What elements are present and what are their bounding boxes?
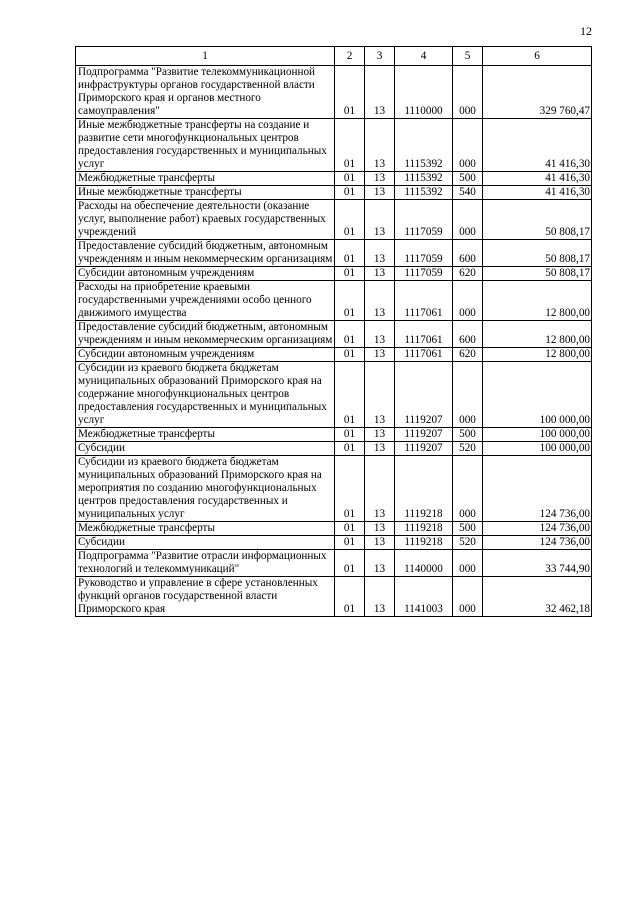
row-subsection: 13 — [365, 240, 395, 267]
row-target-code: 1117061 — [395, 321, 453, 348]
row-section: 01 — [335, 200, 365, 240]
row-name: Предоставление субсидий бюджетным, автономным учреждениям и иным некоммерческим организациям — [76, 240, 335, 267]
row-name: Иные межбюджетные трансферты на создание и развитие сети многофункциональных центров предоставления государственных и муниципальных услуг — [76, 119, 335, 172]
row-target-code: 1119218 — [395, 456, 453, 522]
row-expense-type: 520 — [453, 442, 483, 456]
table-row — [76, 240, 592, 267]
row-name: Подпрограмма "Развитие отрасли информационных технологий и телекоммуникаций" — [76, 550, 335, 577]
row-amount: 124 736,00 — [483, 522, 592, 536]
row-name: Межбюджетные трансферты — [76, 428, 335, 442]
row-target-code: 1141003 — [395, 577, 453, 617]
row-expense-type: 000 — [453, 550, 483, 577]
row-section: 01 — [335, 66, 365, 119]
row-subsection: 13 — [365, 321, 395, 348]
row-subsection: 13 — [365, 577, 395, 617]
row-subsection: 13 — [365, 186, 395, 200]
table-row — [76, 577, 592, 617]
row-expense-type: 540 — [453, 186, 483, 200]
row-subsection: 13 — [365, 281, 395, 321]
row-amount: 33 744,90 — [483, 550, 592, 577]
row-target-code: 1115392 — [395, 172, 453, 186]
row-expense-type: 600 — [453, 321, 483, 348]
row-amount: 100 000,00 — [483, 362, 592, 428]
header-col-1: 1 — [76, 47, 335, 66]
row-subsection: 13 — [365, 456, 395, 522]
row-name: Субсидии из краевого бюджета бюджетам муниципальных образований Приморского края на мероприятия по созданию многофункциональных центров предоставления государственных и муниципальных услуг — [76, 456, 335, 522]
row-subsection: 13 — [365, 428, 395, 442]
row-amount: 124 736,00 — [483, 536, 592, 550]
table-row — [76, 66, 592, 119]
row-section: 01 — [335, 522, 365, 536]
table-row — [76, 362, 592, 428]
header-col-3: 3 — [365, 47, 395, 66]
row-section: 01 — [335, 577, 365, 617]
row-subsection: 13 — [365, 172, 395, 186]
row-expense-type: 620 — [453, 267, 483, 281]
row-section: 01 — [335, 321, 365, 348]
table-row — [76, 186, 592, 200]
row-section: 01 — [335, 348, 365, 362]
row-amount: 12 800,00 — [483, 281, 592, 321]
row-section: 01 — [335, 428, 365, 442]
table-row — [76, 200, 592, 240]
row-amount: 124 736,00 — [483, 456, 592, 522]
row-target-code: 1119207 — [395, 442, 453, 456]
row-amount: 12 800,00 — [483, 321, 592, 348]
table-row — [76, 119, 592, 172]
table-row — [76, 281, 592, 321]
row-target-code: 1117059 — [395, 267, 453, 281]
row-section: 01 — [335, 119, 365, 172]
row-amount: 329 760,47 — [483, 66, 592, 119]
row-expense-type: 520 — [453, 536, 483, 550]
row-amount: 32 462,18 — [483, 577, 592, 617]
row-subsection: 13 — [365, 66, 395, 119]
row-subsection: 13 — [365, 442, 395, 456]
row-subsection: 13 — [365, 522, 395, 536]
row-name: Иные межбюджетные трансферты — [76, 186, 335, 200]
row-name: Межбюджетные трансферты — [76, 522, 335, 536]
header-col-4: 4 — [395, 47, 453, 66]
budget-table — [75, 46, 592, 617]
header-col-5: 5 — [453, 47, 483, 66]
row-amount: 41 416,30 — [483, 186, 592, 200]
table-row — [76, 428, 592, 442]
row-name: Субсидии автономным учреждениям — [76, 267, 335, 281]
row-target-code: 1119207 — [395, 362, 453, 428]
row-name: Подпрограмма "Развитие телекоммуникационной инфраструктуры органов государственной власти Приморского края и органов местного самоуправления" — [76, 66, 335, 119]
row-expense-type: 000 — [453, 119, 483, 172]
row-subsection: 13 — [365, 119, 395, 172]
row-name: Расходы на приобретение краевыми государственными учреждениями особо ценного движимого имущества — [76, 281, 335, 321]
row-amount: 50 808,17 — [483, 267, 592, 281]
row-subsection: 13 — [365, 536, 395, 550]
row-subsection: 13 — [365, 550, 395, 577]
row-amount: 100 000,00 — [483, 428, 592, 442]
row-subsection: 13 — [365, 267, 395, 281]
row-section: 01 — [335, 186, 365, 200]
row-name: Субсидии — [76, 536, 335, 550]
row-target-code: 1115392 — [395, 119, 453, 172]
header-col-2: 2 — [335, 47, 365, 66]
row-amount: 50 808,17 — [483, 240, 592, 267]
row-amount: 100 000,00 — [483, 442, 592, 456]
row-section: 01 — [335, 456, 365, 522]
row-expense-type: 500 — [453, 172, 483, 186]
row-target-code: 1140000 — [395, 550, 453, 577]
row-target-code: 1119207 — [395, 428, 453, 442]
page-number: 12 — [580, 24, 592, 38]
row-target-code: 1119218 — [395, 536, 453, 550]
row-target-code: 1115392 — [395, 186, 453, 200]
row-target-code: 1119218 — [395, 522, 453, 536]
row-section: 01 — [335, 267, 365, 281]
row-name: Субсидии из краевого бюджета бюджетам муниципальных образований Приморского края на содержание многофункциональных центров предоставления государственных и муниципальных услуг — [76, 362, 335, 428]
row-name: Субсидии — [76, 442, 335, 456]
row-section: 01 — [335, 240, 365, 267]
table-row — [76, 172, 592, 186]
row-expense-type: 000 — [453, 577, 483, 617]
row-target-code: 1117061 — [395, 281, 453, 321]
row-subsection: 13 — [365, 348, 395, 362]
row-expense-type: 500 — [453, 522, 483, 536]
table-row — [76, 321, 592, 348]
row-expense-type: 000 — [453, 66, 483, 119]
row-amount: 50 808,17 — [483, 200, 592, 240]
table-row — [76, 550, 592, 577]
row-subsection: 13 — [365, 362, 395, 428]
row-target-code: 1117059 — [395, 240, 453, 267]
row-name: Руководство и управление в сфере установленных функций органов государственной власти Приморского края — [76, 577, 335, 617]
row-name: Предоставление субсидий бюджетным, автономным учреждениям и иным некоммерческим организациям — [76, 321, 335, 348]
row-target-code: 1117059 — [395, 200, 453, 240]
table-row — [76, 536, 592, 550]
row-amount: 41 416,30 — [483, 119, 592, 172]
table-row — [76, 348, 592, 362]
row-section: 01 — [335, 362, 365, 428]
table-row — [76, 442, 592, 456]
table-row — [76, 267, 592, 281]
row-section: 01 — [335, 536, 365, 550]
row-expense-type: 600 — [453, 240, 483, 267]
row-expense-type: 500 — [453, 428, 483, 442]
table-row — [76, 456, 592, 522]
row-name: Субсидии автономным учреждениям — [76, 348, 335, 362]
header-row — [76, 47, 592, 66]
row-name: Межбюджетные трансферты — [76, 172, 335, 186]
row-section: 01 — [335, 281, 365, 321]
header-col-6: 6 — [483, 47, 592, 66]
row-section: 01 — [335, 442, 365, 456]
row-target-code: 1110000 — [395, 66, 453, 119]
row-expense-type: 000 — [453, 456, 483, 522]
row-amount: 12 800,00 — [483, 348, 592, 362]
row-name: Расходы на обеспечение деятельности (оказание услуг, выполнение работ) краевых государственных учреждений — [76, 200, 335, 240]
row-subsection: 13 — [365, 200, 395, 240]
row-section: 01 — [335, 172, 365, 186]
row-expense-type: 620 — [453, 348, 483, 362]
row-target-code: 1117061 — [395, 348, 453, 362]
row-expense-type: 000 — [453, 281, 483, 321]
row-expense-type: 000 — [453, 200, 483, 240]
row-amount: 41 416,30 — [483, 172, 592, 186]
table-row — [76, 522, 592, 536]
row-section: 01 — [335, 550, 365, 577]
row-expense-type: 000 — [453, 362, 483, 428]
